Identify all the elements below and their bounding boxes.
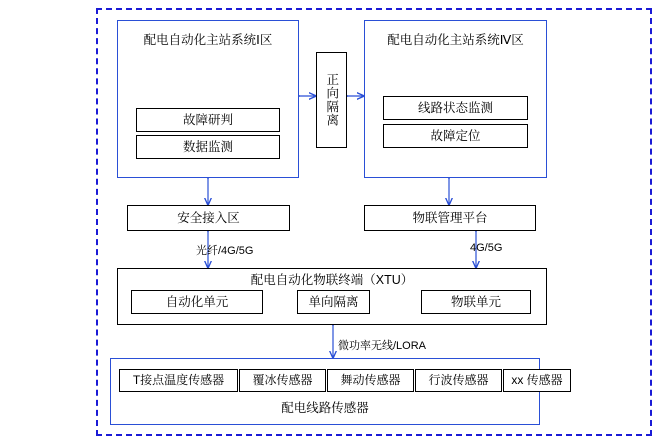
zone1-item-fault-analysis: 故障研判 — [136, 108, 280, 132]
zone4-item-fault-location: 故障定位 — [383, 124, 528, 148]
zone1-title: 配电自动化主站系统Ⅰ区 — [143, 32, 273, 47]
sensor-xx: xx 传感器 — [503, 369, 571, 392]
link-label-fiber-4g-5g: 光纤/4G/5G — [196, 245, 254, 257]
iot-management-platform: 物联管理平台 — [364, 205, 536, 231]
sensors-title: 配电线路传感器 — [281, 400, 369, 415]
zone4-title: 配电自动化主站系统Ⅳ区 — [387, 32, 524, 47]
secure-access-zone: 安全接入区 — [127, 205, 290, 231]
xtu-unit-iot: 物联单元 — [421, 290, 531, 314]
xtu-title: 配电自动化物联终端（XTU） — [250, 272, 414, 287]
sensor-icing: 覆冰传感器 — [239, 369, 326, 392]
wireless-link-label: 微功率无线/LORA — [338, 340, 427, 352]
link-label-4g-5g: 4G/5G — [470, 242, 503, 254]
zone4-item-line-status: 线路状态监测 — [383, 96, 528, 120]
forward-isolation-box — [316, 52, 347, 148]
xtu-unit-one-way-isolation: 单向隔离 — [297, 290, 370, 314]
xtu-unit-automation: 自动化单元 — [131, 290, 263, 314]
zone1-item-data-monitor: 数据监测 — [136, 135, 280, 159]
sensor-traveling-wave: 行波传感器 — [415, 369, 502, 392]
sensor-t-joint-temperature: T接点温度传感器 — [119, 369, 238, 392]
sensor-galloping: 舞动传感器 — [327, 369, 414, 392]
forward-isolation-label: 正向隔离 — [324, 73, 339, 127]
